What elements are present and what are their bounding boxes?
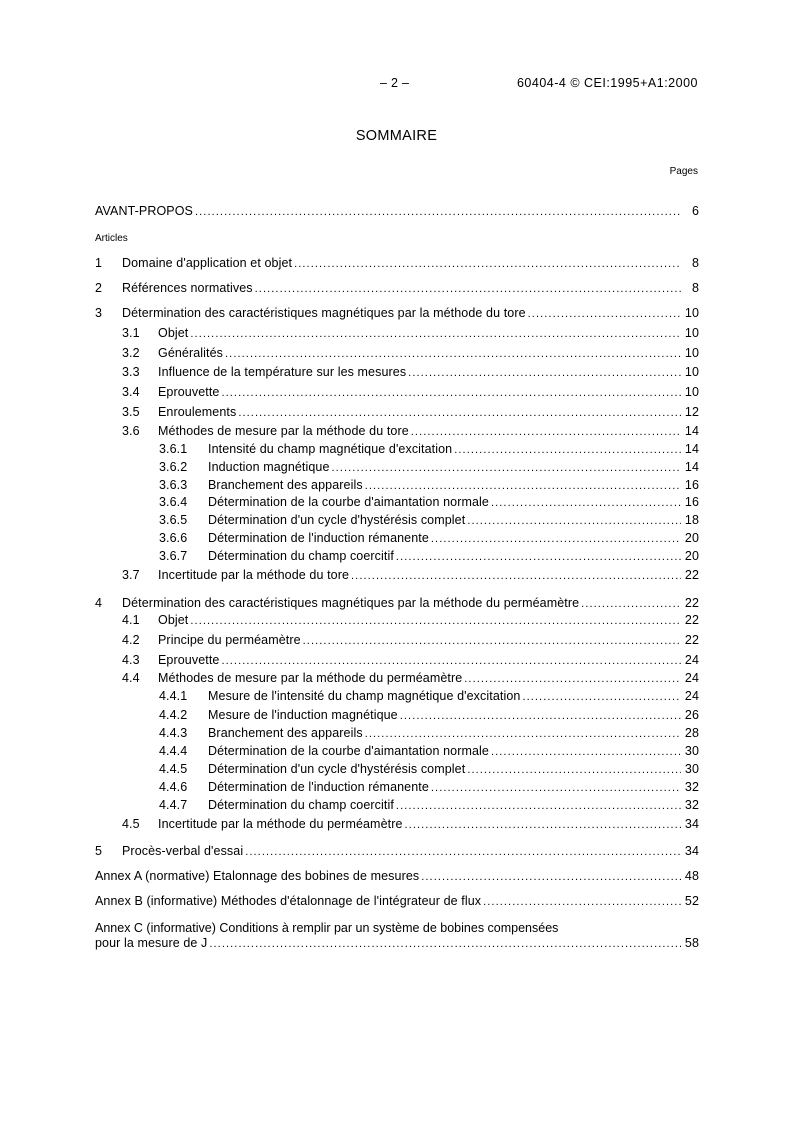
page-number: – 2 – bbox=[380, 76, 410, 90]
toc-entry-page: 10 bbox=[684, 306, 699, 320]
toc-entry-page: 6 bbox=[691, 204, 699, 218]
toc-entry-number: 3 bbox=[95, 306, 103, 320]
toc-entry-text: Mesure de l'induction magnétique bbox=[208, 708, 398, 722]
toc-entry-text: Détermination d'un cycle d'hystérésis complet bbox=[208, 513, 466, 527]
dot-leader bbox=[400, 708, 681, 724]
dot-leader bbox=[408, 365, 681, 381]
toc-entry-number: 3.7 bbox=[122, 568, 140, 582]
toc-entry-page: 24 bbox=[684, 671, 699, 685]
document-reference: 60404-4 © CEI:1995+A1:2000 bbox=[516, 76, 698, 90]
toc-entry[interactable] bbox=[95, 530, 699, 546]
toc-entry-number: 3.6.7 bbox=[159, 549, 188, 563]
toc-entry[interactable] bbox=[95, 816, 699, 832]
toc-entry-number: 4.4.4 bbox=[159, 744, 188, 758]
toc-entry[interactable] bbox=[95, 459, 699, 475]
dot-leader bbox=[351, 568, 681, 584]
toc-entry-text: Méthodes de mesure par la méthode du perméamètre bbox=[158, 671, 463, 685]
toc-entry-text: Annex B (informative) Méthodes d'étalonnage de l'intégrateur de flux bbox=[95, 894, 482, 908]
toc-entry[interactable] bbox=[95, 725, 699, 741]
dot-leader bbox=[467, 513, 681, 529]
toc-entry-text: Domaine d'application et objet bbox=[122, 256, 293, 270]
dot-leader bbox=[294, 256, 681, 272]
dot-leader bbox=[190, 613, 681, 629]
toc-entry-page: 18 bbox=[684, 513, 699, 527]
toc-entry-page: 8 bbox=[691, 256, 699, 270]
toc-entry-page: 24 bbox=[684, 653, 699, 667]
toc-entry[interactable] bbox=[95, 612, 699, 628]
toc-entry-number: 3.6.3 bbox=[159, 478, 188, 492]
toc-entry[interactable] bbox=[95, 404, 699, 420]
toc-entry-text: Détermination de la courbe d'aimantation normale bbox=[208, 495, 489, 509]
toc-entry-page: 48 bbox=[684, 869, 699, 883]
dot-leader bbox=[238, 405, 681, 421]
toc-entry[interactable] bbox=[95, 280, 699, 296]
toc-entry-text: Objet bbox=[158, 326, 189, 340]
toc-entry-number: 3.1 bbox=[122, 326, 140, 340]
toc-entry-number: 3.6.1 bbox=[159, 442, 188, 456]
page-title: SOMMAIRE bbox=[355, 128, 438, 144]
toc-entry[interactable] bbox=[95, 843, 699, 859]
dot-leader bbox=[190, 326, 681, 342]
toc-entry-page: 28 bbox=[684, 726, 699, 740]
dot-leader bbox=[483, 894, 681, 910]
toc-entry[interactable] bbox=[95, 203, 699, 219]
toc-entry-page: 8 bbox=[691, 281, 699, 295]
toc-entry-text: Références normatives bbox=[122, 281, 253, 295]
toc-entry-page: 16 bbox=[684, 478, 699, 492]
toc-entry-number: 5 bbox=[95, 844, 103, 858]
dot-leader bbox=[396, 549, 681, 565]
toc-entry-number: 4.2 bbox=[122, 633, 140, 647]
dot-leader bbox=[411, 424, 681, 440]
toc-entry-number: 2 bbox=[95, 281, 103, 295]
toc-entry-text: Détermination du champ coercitif bbox=[208, 549, 394, 563]
dot-leader bbox=[365, 726, 681, 742]
dot-leader bbox=[491, 744, 681, 760]
toc-entry-text: Incertitude par la méthode du perméamètre bbox=[158, 817, 403, 831]
toc-entry-page: 22 bbox=[684, 596, 699, 610]
toc-entry-text: AVANT-PROPOS bbox=[95, 204, 193, 218]
dot-leader bbox=[454, 442, 681, 458]
toc-entry[interactable] bbox=[95, 595, 699, 611]
toc-entry-number: 3.6.6 bbox=[159, 531, 188, 545]
toc-entry-page: 20 bbox=[684, 531, 699, 545]
toc-entry-number: 4.4.5 bbox=[159, 762, 188, 776]
dot-leader bbox=[225, 346, 681, 362]
toc-entry-number: 3.4 bbox=[122, 385, 140, 399]
toc-entry-page: 32 bbox=[684, 780, 699, 794]
toc-entry-annex-c[interactable] bbox=[95, 935, 699, 951]
toc-entry-page: 22 bbox=[684, 633, 699, 647]
articles-label: Articles bbox=[95, 233, 128, 244]
toc-entry-page: 22 bbox=[684, 568, 699, 582]
toc-entry-number: 4.4.3 bbox=[159, 726, 188, 740]
toc-entry-text: Objet bbox=[158, 613, 189, 627]
dot-leader bbox=[491, 495, 681, 511]
toc-entry[interactable] bbox=[95, 364, 699, 380]
dot-leader bbox=[431, 780, 681, 796]
toc-entry-number: 4.4.6 bbox=[159, 780, 188, 794]
dot-leader bbox=[405, 817, 681, 833]
toc-entry-page: 14 bbox=[684, 442, 699, 456]
toc-entry-page: 12 bbox=[684, 405, 699, 419]
dot-leader bbox=[421, 869, 681, 885]
toc-entry-page: 14 bbox=[684, 460, 699, 474]
toc-entry-number: 4 bbox=[95, 596, 103, 610]
toc-entry-page: 58 bbox=[684, 936, 699, 950]
toc-entry-page: 22 bbox=[684, 613, 699, 627]
dot-leader bbox=[365, 478, 681, 494]
toc-entry-page: 16 bbox=[684, 495, 699, 509]
toc-entry-text: Détermination d'un cycle d'hystérésis complet bbox=[208, 762, 466, 776]
toc-entry[interactable] bbox=[95, 477, 699, 493]
toc-entry-page: 34 bbox=[684, 844, 699, 858]
dot-leader bbox=[195, 204, 681, 220]
toc-entry-number: 3.3 bbox=[122, 365, 140, 379]
toc-entry[interactable] bbox=[95, 632, 699, 648]
toc-entry-text: Induction magnétique bbox=[208, 460, 330, 474]
toc-entry-number: 3.2 bbox=[122, 346, 140, 360]
toc-entry-text: Détermination de la courbe d'aimantation normale bbox=[208, 744, 489, 758]
dot-leader bbox=[221, 385, 681, 401]
toc-entry[interactable] bbox=[95, 688, 699, 704]
toc-entry-text: Généralités bbox=[158, 346, 224, 360]
toc-entry[interactable] bbox=[95, 893, 699, 909]
dot-leader bbox=[528, 306, 681, 322]
annex-c-title: Annex C (informative) Conditions à remplir par un système de bobines compensées bbox=[95, 921, 559, 935]
toc-entry-number: 3.6.4 bbox=[159, 495, 188, 509]
toc-entry[interactable] bbox=[95, 761, 699, 777]
toc-entry[interactable] bbox=[95, 255, 699, 271]
dot-leader bbox=[255, 281, 681, 297]
toc-entry-page: 10 bbox=[684, 346, 699, 360]
toc-entry-number: 3.6.2 bbox=[159, 460, 188, 474]
toc-entry-text: Méthodes de mesure par la méthode du tore bbox=[158, 424, 409, 438]
toc-entry[interactable] bbox=[95, 423, 699, 439]
toc-entry-page: 20 bbox=[684, 549, 699, 563]
toc-entry-text: Annex A (normative) Etalonnage des bobines de mesures bbox=[95, 869, 420, 883]
toc-entry-number: 3.6 bbox=[122, 424, 140, 438]
toc-entry-text: Détermination de l'induction rémanente bbox=[208, 531, 429, 545]
toc-entry[interactable] bbox=[95, 670, 699, 686]
toc-entry[interactable] bbox=[95, 797, 699, 813]
toc-entry[interactable] bbox=[95, 652, 699, 668]
toc-entry-page: 30 bbox=[684, 744, 699, 758]
pages-column-label: Pages bbox=[669, 166, 698, 177]
toc-entry-text: pour la mesure de J bbox=[95, 936, 208, 950]
toc-entry-number: 4.4 bbox=[122, 671, 140, 685]
toc-entry-text: Enroulements bbox=[158, 405, 237, 419]
toc-entry-page: 10 bbox=[684, 385, 699, 399]
toc-entry-text: Détermination du champ coercitif bbox=[208, 798, 394, 812]
toc-entry-page: 52 bbox=[684, 894, 699, 908]
toc-entry-text: Influence de la température sur les mesures bbox=[158, 365, 407, 379]
toc-entry-page: 14 bbox=[684, 424, 699, 438]
toc-entry-page: 10 bbox=[684, 365, 699, 379]
dot-leader bbox=[522, 689, 681, 705]
toc-entry[interactable] bbox=[95, 305, 699, 321]
toc-entry[interactable] bbox=[95, 868, 699, 884]
toc-entry-number: 4.5 bbox=[122, 817, 140, 831]
toc-entry-number: 4.4.1 bbox=[159, 689, 188, 703]
toc-entry-page: 32 bbox=[684, 798, 699, 812]
toc-entry[interactable] bbox=[95, 567, 699, 583]
dot-leader bbox=[332, 460, 681, 476]
toc-entry-text: Détermination des caractéristiques magnétiques par la méthode du perméamètre bbox=[122, 596, 580, 610]
toc-entry-page: 34 bbox=[684, 817, 699, 831]
toc-entry-text: Eprouvette bbox=[158, 385, 220, 399]
toc-entry[interactable] bbox=[95, 441, 699, 457]
toc-entry-number: 4.1 bbox=[122, 613, 140, 627]
dot-leader bbox=[221, 653, 681, 669]
dot-leader bbox=[431, 531, 681, 547]
toc-entry[interactable] bbox=[95, 743, 699, 759]
toc-entry-number: 4.4.2 bbox=[159, 708, 188, 722]
toc-entry-text: Procès-verbal d'essai bbox=[122, 844, 244, 858]
toc-entry-text: Eprouvette bbox=[158, 653, 220, 667]
toc-entry[interactable] bbox=[95, 384, 699, 400]
toc-entry[interactable] bbox=[95, 512, 699, 528]
toc-entry[interactable] bbox=[95, 779, 699, 795]
dot-leader bbox=[581, 596, 681, 612]
toc-entry-text: Détermination de l'induction rémanente bbox=[208, 780, 429, 794]
toc-entry-text: Intensité du champ magnétique d'excitation bbox=[208, 442, 453, 456]
toc-entry-text: Branchement des appareils bbox=[208, 478, 363, 492]
toc-entry-number: 4.3 bbox=[122, 653, 140, 667]
toc-entry[interactable] bbox=[95, 707, 699, 723]
toc-entry-text: Détermination des caractéristiques magnétiques par la méthode du tore bbox=[122, 306, 526, 320]
toc-entry-text: Branchement des appareils bbox=[208, 726, 363, 740]
toc-entry-number: 1 bbox=[95, 256, 103, 270]
toc-entry-number: 3.6.5 bbox=[159, 513, 188, 527]
dot-leader bbox=[464, 671, 681, 687]
dot-leader bbox=[245, 844, 681, 860]
toc-entry-number: 3.5 bbox=[122, 405, 140, 419]
toc-entry-page: 10 bbox=[684, 326, 699, 340]
toc-entry-text: Mesure de l'intensité du champ magnétique d'excitation bbox=[208, 689, 521, 703]
dot-leader bbox=[467, 762, 681, 778]
toc-entry-text: Incertitude par la méthode du tore bbox=[158, 568, 350, 582]
toc-entry-page: 30 bbox=[684, 762, 699, 776]
toc-entry-text: Principe du perméamètre bbox=[158, 633, 301, 647]
toc-entry[interactable] bbox=[95, 345, 699, 361]
toc-entry[interactable] bbox=[95, 325, 699, 341]
toc-entry[interactable] bbox=[95, 494, 699, 510]
toc-entry-page: 24 bbox=[684, 689, 699, 703]
toc-entry[interactable] bbox=[95, 548, 699, 564]
dot-leader bbox=[209, 936, 681, 952]
toc-entry-number: 4.4.7 bbox=[159, 798, 188, 812]
dot-leader bbox=[396, 798, 681, 814]
dot-leader bbox=[303, 633, 681, 649]
toc-entry-page: 26 bbox=[684, 708, 699, 722]
